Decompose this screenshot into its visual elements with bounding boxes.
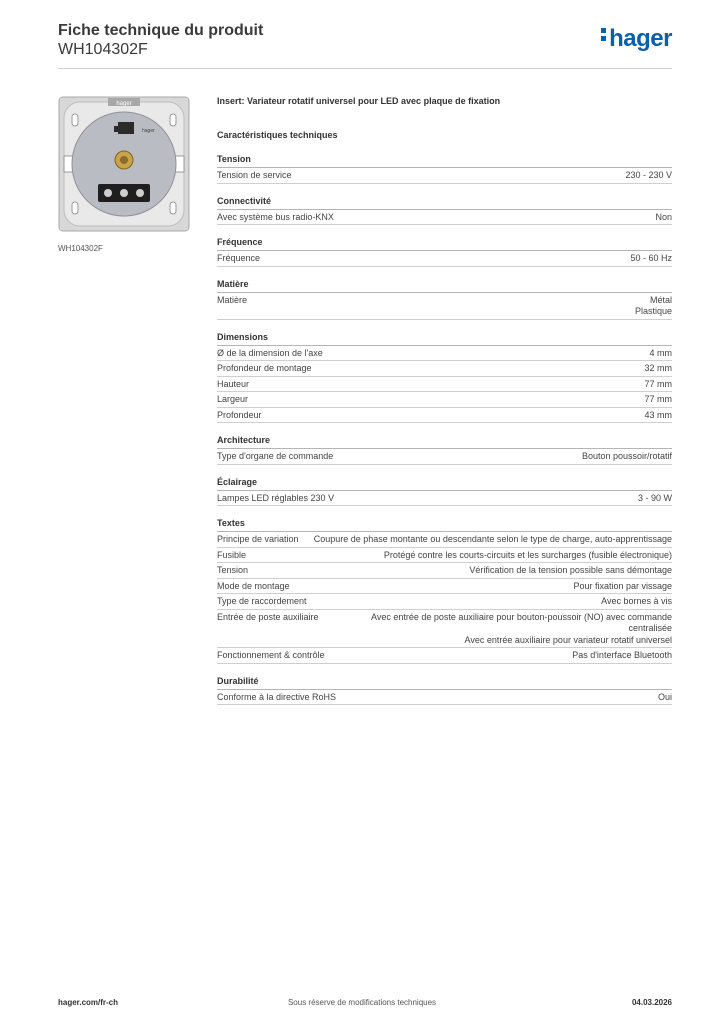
spec-label: Profondeur [217, 409, 262, 420]
section-title: Fréquence [217, 234, 672, 251]
spec-value [650, 348, 673, 360]
spec-value [644, 410, 672, 422]
svg-text:hager: hager [116, 101, 132, 107]
spec-label: Largeur [217, 394, 249, 404]
spec-sections [217, 151, 672, 705]
spec-row [217, 610, 672, 649]
spec-label: Tension de service [217, 170, 292, 180]
spec-value [327, 612, 672, 647]
spec-value [630, 253, 672, 265]
spec-value-line: 77 mm [644, 394, 672, 404]
spec-row [217, 377, 672, 393]
footer-disclaimer: Sous réserve de modifications techniques [287, 998, 437, 1007]
spec-row [217, 346, 672, 362]
product-code: WH104302F [58, 41, 148, 58]
footer-website: hager.com/fr-ch [58, 998, 119, 1007]
section-title: Connectivité [217, 193, 672, 210]
spec-value-line: 32 mm [644, 363, 672, 373]
spec-row [217, 594, 672, 610]
spec-label: Principe de variation [217, 534, 299, 544]
spec-value-line: 230 - 230 V [625, 170, 672, 180]
spec-label: Mode de montage [217, 580, 290, 591]
product-image [58, 96, 190, 232]
spec-value-line: Avec bornes à vis [601, 596, 672, 606]
spec-label: Matière [217, 294, 248, 305]
spec-value-line: Métal [649, 294, 672, 305]
spec-label: Fréquence [217, 253, 261, 263]
spec-value-line: 3 - 90 W [637, 492, 672, 503]
section-gap [217, 506, 672, 515]
spec-value-line: Avec entrée auxiliaire pour variateur rotatif universel [464, 634, 672, 645]
spec-label: Ø de la dimension de l'axe [217, 347, 323, 358]
spec-value [314, 534, 672, 546]
footer-date: 04.03.2026 [631, 998, 672, 1007]
spec-value [625, 170, 672, 182]
spec-label: Fonctionnement & contrôle [217, 650, 325, 660]
spec-value-line: 43 mm [644, 409, 672, 420]
section-title: Textes [217, 515, 672, 532]
spec-value-line: Bouton poussoir/rotatif [581, 451, 672, 461]
spec-row [217, 648, 672, 664]
brand-name: hager [609, 25, 672, 52]
spec-value [601, 596, 672, 608]
spec-label: Entrée de poste auxiliaire [217, 611, 319, 622]
spec-row [217, 361, 672, 377]
section-title: Éclairage [217, 474, 672, 491]
spec-value [644, 363, 672, 375]
specs-heading: Caractéristiques techniques [217, 130, 338, 140]
spec-label: Profondeur de montage [217, 363, 312, 373]
spec-content [217, 96, 672, 705]
spec-row [217, 690, 672, 706]
spec-value-line: Oui [657, 691, 672, 702]
spec-value [638, 493, 672, 505]
section-gap [217, 664, 672, 673]
section-gap [217, 465, 672, 474]
spec-row [217, 579, 672, 595]
spec-value [469, 565, 672, 577]
page-header [58, 22, 672, 68]
image-caption: WH104302F [58, 244, 103, 253]
spec-value-line: Avec entrée de poste auxiliaire pour bouton-poussoir (NO) avec commande centralisée [371, 611, 672, 633]
section-gap [217, 267, 672, 276]
spec-value [572, 650, 672, 662]
hager-logo [601, 26, 672, 52]
spec-row [217, 168, 672, 184]
spec-row [217, 251, 672, 267]
spec-row [217, 293, 672, 320]
spec-row [217, 532, 672, 548]
spec-value-line: Pour fixation par vissage [573, 580, 672, 591]
spec-value-line: Plastique [634, 306, 672, 316]
spec-label: Lampes LED réglables 230 V [217, 492, 335, 503]
logo-dots-icon [601, 28, 607, 44]
svg-text:hager: hager [142, 128, 155, 134]
section-gap [217, 423, 672, 432]
spec-value-line: Pas d'interface Bluetooth [572, 650, 672, 660]
section-title: Matière [217, 276, 672, 293]
section-title: Architecture [217, 432, 672, 449]
spec-row [217, 491, 672, 507]
spec-label: Tension [217, 565, 249, 575]
spec-value [644, 379, 672, 391]
spec-value-line: 77 mm [644, 378, 672, 389]
spec-row [217, 210, 672, 226]
spec-label: Avec système bus radio-KNX [217, 211, 334, 222]
spec-value [644, 394, 672, 406]
page-title: Fiche technique du produit [58, 22, 264, 39]
spec-value [573, 581, 672, 593]
spec-label: Conforme à la directive RoHS [217, 691, 337, 702]
spec-value [635, 295, 672, 318]
section-title: Tension [217, 151, 672, 168]
spec-value [655, 212, 672, 224]
product-heading: Insert: Variateur rotatif universel pour LED avec plaque de fixation [217, 96, 501, 106]
spec-row [217, 408, 672, 424]
section-gap [217, 225, 672, 234]
spec-value-line: 50 - 60 Hz [630, 253, 672, 263]
spec-label: Type d'organe de commande [217, 451, 334, 461]
spec-row [217, 563, 672, 579]
spec-row [217, 548, 672, 564]
spec-row [217, 392, 672, 408]
header-divider [58, 68, 672, 69]
spec-value [582, 451, 672, 463]
spec-row [217, 449, 672, 465]
section-title: Durabilité [217, 673, 672, 690]
spec-value-line: Protégé contre les courts-circuits et les surcharges (fusible électronique) [383, 549, 672, 560]
section-gap [217, 184, 672, 193]
section-title: Dimensions [217, 329, 672, 346]
spec-value [658, 692, 672, 704]
spec-value [384, 550, 672, 562]
spec-value-line: Vérification de la tension possible sans démontage [469, 565, 672, 575]
spec-value-line: Non [655, 211, 672, 222]
spec-label: Hauteur [217, 378, 250, 389]
section-gap [217, 320, 672, 329]
spec-label: Fusible [217, 549, 247, 560]
spec-value-line: Coupure de phase montante ou descendante selon le type de charge, auto-apprentissage [313, 534, 672, 544]
spec-value-line: 4 mm [649, 347, 672, 358]
spec-label: Type de raccordement [217, 596, 307, 606]
